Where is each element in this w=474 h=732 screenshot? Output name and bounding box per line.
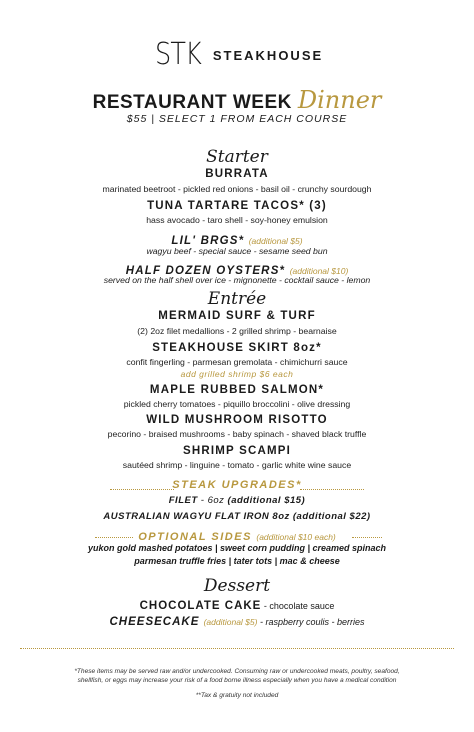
price-subtitle: $55 | SELECT 1 FROM EACH COURSE — [126, 113, 348, 125]
upgrade-detail: - 6oz — [197, 495, 225, 506]
upgrade-name: FILET — [168, 495, 198, 506]
menu-item-desc: pickled cherry tomatoes - piquillo broccolini - olive dressing — [123, 399, 351, 409]
menu-item-name: WILD MUSHROOM RISOTTO — [146, 414, 328, 426]
footer-note: **Tax & gratuity not included — [195, 692, 279, 699]
menu-item-desc: - raspberry coulis - berries — [257, 617, 365, 627]
sides-note: (additional $10 each) — [256, 532, 336, 542]
upgrade-name: AUSTRALIAN WAGYU FLAT IRON 8oz — [103, 511, 290, 522]
menu-item-addon: (additional $5) — [203, 617, 258, 627]
upgrade-item — [0, 511, 474, 522]
menu-item-addon: (additional $10) — [289, 266, 349, 276]
footer-note: *These items may be served raw and/or undercooked. Consuming raw or undercooked meats, poultry, seafood, — [74, 668, 400, 675]
dessert-item — [0, 616, 474, 628]
logo-subtitle: STEAKHOUSE — [212, 47, 324, 63]
menu-item-desc: hass avocado - taro shell - soy-honey emulsion — [146, 215, 328, 225]
menu-item-name: TUNA TARTARE TACOS* (3) — [147, 200, 327, 212]
upgrade-price: (additional $15) — [224, 495, 306, 506]
menu-item-desc: pecorino - braised mushrooms - baby spinach - shaved black truffle — [107, 429, 367, 439]
menu-item-desc: - chocolate sauce — [261, 601, 335, 611]
dessert-item — [0, 600, 474, 612]
menu-item-name: MERMAID SURF & TURF — [158, 310, 316, 322]
menu-item-name: CHEESECAKE — [109, 616, 200, 628]
menu-item-desc: sautéed shrimp - linguine - tomato - garlic white wine sauce — [122, 460, 352, 470]
menu-item-name: BURRATA — [205, 168, 269, 180]
footer-divider — [20, 648, 454, 649]
starter-heading: Starter — [206, 147, 268, 167]
menu-item-desc: wagyu beef - special sauce - sesame seed bun — [146, 246, 328, 256]
sides-line: parmesan truffle fries | tater tots | mac & cheese — [134, 556, 340, 566]
menu-item-desc: marinated beetroot - pickled red onions - basil oil - crunchy sourdough — [102, 184, 372, 194]
menu-item-desc: (2) 2oz filet medallions - 2 grilled shrimp - bearnaise — [137, 326, 337, 336]
sides-heading: OPTIONAL SIDES — [138, 531, 252, 543]
footer-note: shellfish, or eggs may increase your risk of a food borne illness especially when you have a medical condition — [77, 677, 397, 684]
menu-item-desc: served on the half shell over ice - mignonette - cocktail sauce - lemon — [103, 275, 371, 285]
menu-item-name: HALF DOZEN OYSTERS* — [125, 265, 286, 277]
logo — [0, 37, 474, 72]
menu-item-extra: add grilled shrimp $6 each — [180, 369, 294, 379]
logo-mark: STK — [154, 37, 201, 72]
menu-item-name: STEAKHOUSE SKIRT 8oz* — [152, 342, 322, 354]
upgrade-price: (additional $22) — [289, 511, 371, 522]
upgrades-heading: STEAK UPGRADES* — [172, 479, 302, 491]
menu-item-name: CHOCOLATE CAKE — [139, 600, 262, 612]
dessert-heading: Dessert — [203, 576, 271, 596]
page-title — [0, 86, 474, 114]
title-main: RESTAURANT WEEK — [92, 92, 292, 113]
upgrade-item — [0, 495, 474, 506]
sides-line: yukon gold mashed potatoes | sweet corn pudding | creamed spinach — [87, 543, 387, 553]
entree-heading: Entrée — [207, 289, 267, 309]
title-script: Dinner — [297, 86, 382, 114]
menu-item-addon: (additional $5) — [248, 236, 303, 246]
menu-item-name: MAPLE RUBBED SALMON* — [149, 384, 325, 396]
menu-item-desc: confit fingerling - parmesan gremolata - chimichurri sauce — [126, 357, 348, 367]
menu-item-name: SHRIMP SCAMPI — [182, 445, 292, 457]
menu-item-name: LIL' BRGS* — [171, 235, 245, 247]
